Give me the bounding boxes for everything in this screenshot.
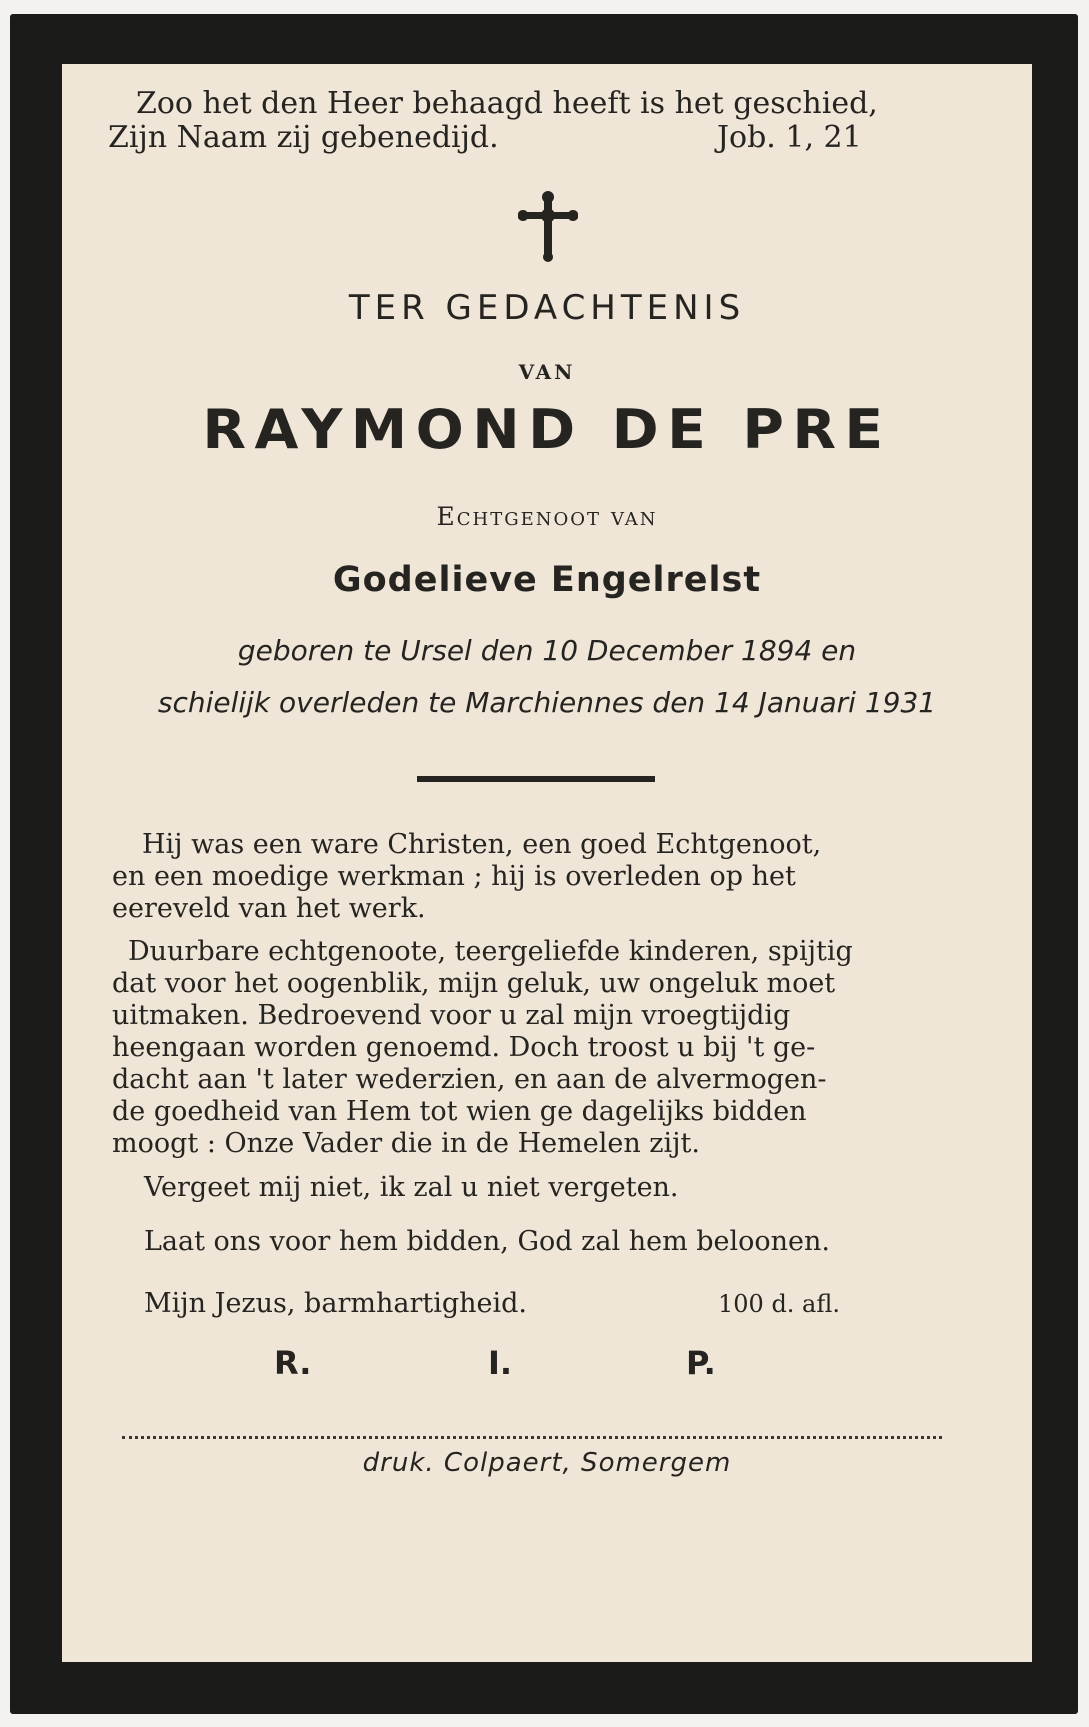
paragraph2-line: uitmaken. Bedroevend voor u zal mijn vroegtijdig <box>112 1000 791 1031</box>
cross-icon <box>518 190 578 262</box>
paragraph1-line: eereveld van het werk. <box>112 893 426 924</box>
van-label: VAN <box>518 360 576 384</box>
spouse-of-label: Echtgenoot van <box>436 502 658 531</box>
deceased-name: RAYMOND DE PRE <box>202 398 892 461</box>
paragraph2-line: dacht aan 't later wederzien, en aan de alvermogen- <box>112 1064 827 1095</box>
memorial-card <box>10 14 1078 1714</box>
paragraph2-line: de goedheid van Hem tot wien ge dagelijks bidden <box>112 1096 807 1127</box>
memorial-title: TER GEDACHTENIS <box>348 288 746 328</box>
paragraph1-line: en een moedige werkman ; hij is overleden op het <box>112 861 796 892</box>
rip-letter: P. <box>686 1344 716 1382</box>
dotted-divider <box>122 1436 942 1439</box>
rip-letter: I. <box>488 1344 513 1382</box>
epigraph-line-1: Zoo het den Heer behaagd heeft is het geschied, <box>136 86 878 121</box>
card-paper <box>62 64 1032 1662</box>
rip-letter: R. <box>274 1344 312 1382</box>
paragraph2-line: dat voor het oogenblik, mijn geluk, uw ongeluk moet <box>112 968 836 999</box>
paragraph1-line: Hij was een ware Christen, een goed Echtgenoot, <box>142 829 822 860</box>
vergeet-line: Vergeet mij niet, ik zal u niet vergeten. <box>144 1172 679 1203</box>
epigraph-reference: Job. 1, 21 <box>717 120 862 155</box>
prayer-text: Mijn Jezus, barmhartigheid. <box>144 1288 527 1319</box>
indulgence-note: 100 d. afl. <box>718 1290 841 1318</box>
epigraph-line-2: Zijn Naam zij gebenedijd. <box>108 120 499 155</box>
separator-rule <box>417 776 655 782</box>
death-line: schielijk overleden te Marchiennes den 14 Januari 1931 <box>157 686 937 719</box>
spouse-name: Godelieve Engelrelst <box>332 560 762 600</box>
bidden-line: Laat ons voor hem bidden, God zal hem beloonen. <box>144 1226 830 1257</box>
paragraph2-line: heengaan worden genoemd. Doch troost u bij 't ge- <box>112 1032 816 1063</box>
paragraph2-line: Duurbare echtgenoote, teergeliefde kinderen, spijtig <box>128 936 853 967</box>
birth-line: geboren te Ursel den 10 December 1894 en <box>237 634 857 667</box>
paragraph2-line: moogt : Onze Vader die in de Hemelen zijt. <box>112 1128 700 1159</box>
printer-credit: druk. Colpaert, Somergem <box>362 1448 732 1478</box>
